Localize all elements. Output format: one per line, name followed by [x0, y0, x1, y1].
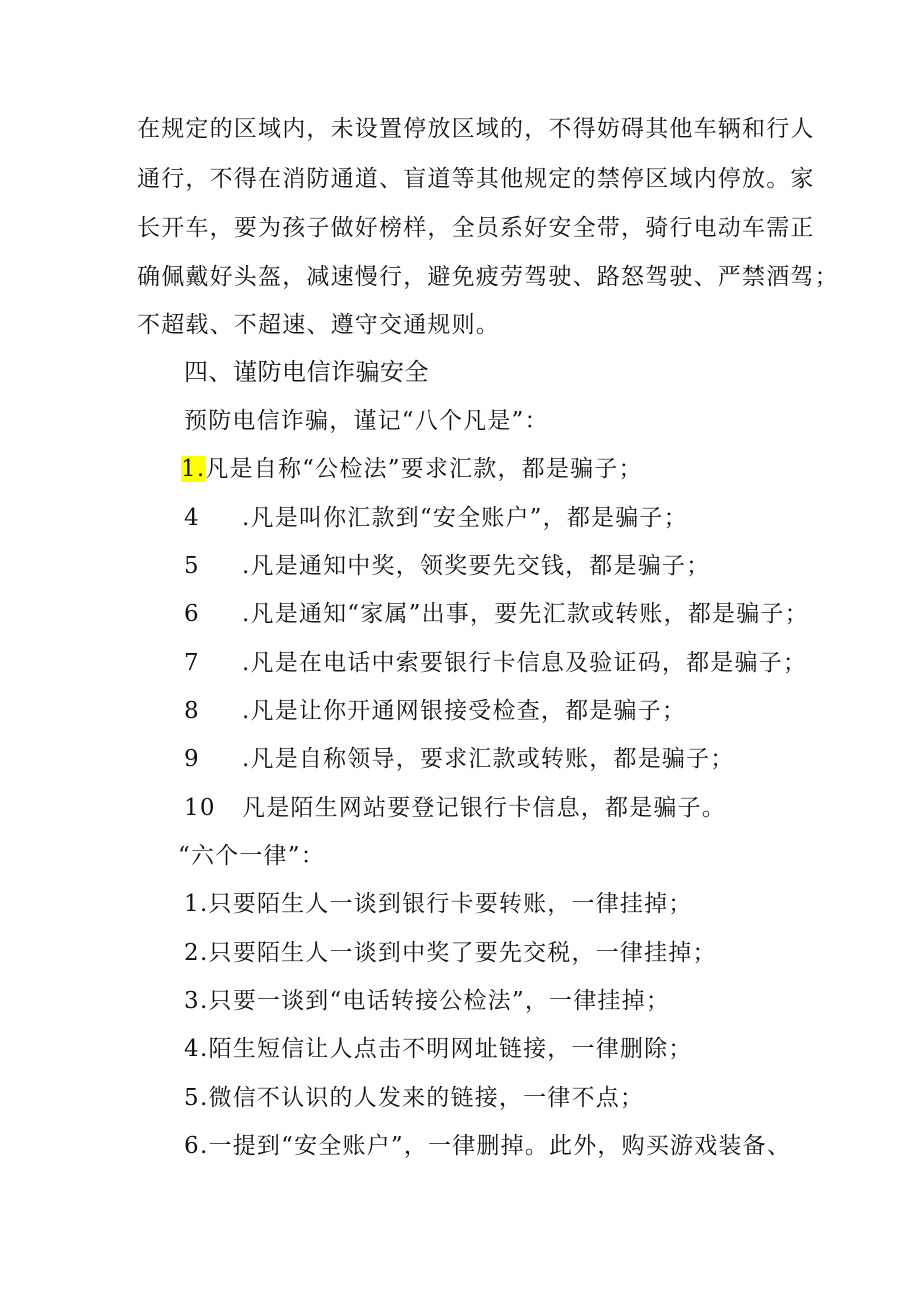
list-item-number: 3	[184, 988, 200, 1014]
paragraph-line: 不超载、不超速、遵守交通规则。	[137, 312, 500, 338]
list-item-number: 2	[184, 940, 200, 966]
list-item	[184, 986, 670, 1016]
list-item-number: 5	[184, 1085, 200, 1111]
paragraph-line: 通行，不得在消防通道、盲道等其他规定的禁停区域内停放。家	[137, 166, 815, 192]
list-item-number: 1	[184, 891, 200, 917]
paragraph-line: 长开车，要为孩子做好榜样，全员系好安全带，骑行电动车需正	[137, 215, 815, 241]
list-item	[184, 1083, 644, 1113]
list-item	[184, 503, 688, 533]
list-item-number: 6	[184, 1133, 200, 1159]
list-item-text: .凡是通知中奖，领奖要先交钱，都是骗子；	[242, 553, 711, 579]
paragraph-line: 在规定的区域内，未设置停放区域的，不得妨碍其他车辆和行人	[137, 116, 815, 142]
list-item-text: .一提到“安全账户”，一律删掉。此外，购买游戏装备、	[200, 1133, 792, 1159]
list-item-text: .只要一谈到“电话转接公检法”，一律挂掉；	[200, 988, 671, 1014]
list-item	[184, 648, 807, 678]
list-item-text: .凡是自称领导，要求汇款或转账，都是骗子；	[242, 746, 735, 772]
list-item-text: 凡是陌生网站要登记银行卡信息，都是骗子。	[242, 795, 726, 821]
paragraph-line: 确佩戴好头盔，减速慢行，避免疲劳驾驶、路怒驾驶、严禁酒驾；	[137, 264, 839, 290]
list-item-text: .凡是让你开通网银接受检查，都是骗子；	[242, 698, 687, 724]
list-item	[184, 696, 686, 726]
list-item-text: .只要陌生人一谈到银行卡要转账，一律挂掉；	[200, 891, 693, 917]
list-item-number: 6	[184, 601, 200, 627]
list-item	[184, 889, 693, 919]
section-heading: 四、谨防电信诈骗安全	[184, 358, 429, 386]
list-item-number: 9	[184, 746, 200, 772]
list-item	[184, 793, 726, 823]
list-item-number: 4	[184, 505, 200, 531]
list-item-number: 10	[184, 795, 216, 821]
list-item-text: .凡是在电话中索要银行卡信息及验证码，都是骗子；	[242, 650, 808, 676]
list-item	[184, 1034, 693, 1064]
highlighted-number: 1.	[181, 456, 206, 482]
list-item	[184, 744, 735, 774]
list-item-text: 凡是自称“公检法”要求汇款，都是骗子；	[205, 456, 643, 482]
list-item	[184, 1131, 791, 1161]
list-item-text: .微信不认识的人发来的链接，一律不点；	[200, 1085, 645, 1111]
list-item-number: 5	[184, 553, 200, 579]
six-rules-intro: “六个一律”：	[178, 843, 325, 869]
list-item-number: 7	[184, 650, 200, 676]
list-item-text: .凡是通知“家属”出事，要先汇款或转账，都是骗子；	[242, 601, 809, 627]
list-item-number: 4	[184, 1036, 200, 1062]
list-item	[184, 938, 717, 968]
section-intro: 预防电信诈骗，谨记“八个凡是”：	[184, 408, 549, 434]
list-item	[181, 454, 643, 484]
list-item	[184, 551, 710, 581]
list-item-number: 8	[184, 698, 200, 724]
list-item	[184, 599, 809, 629]
list-item-text: .只要陌生人一谈到中奖了要先交税，一律挂掉；	[200, 940, 717, 966]
list-item-text: .凡是叫你汇款到“安全账户”，都是骗子；	[242, 505, 688, 531]
list-item-text: .陌生短信让人点击不明网址链接，一律删除；	[200, 1036, 693, 1062]
